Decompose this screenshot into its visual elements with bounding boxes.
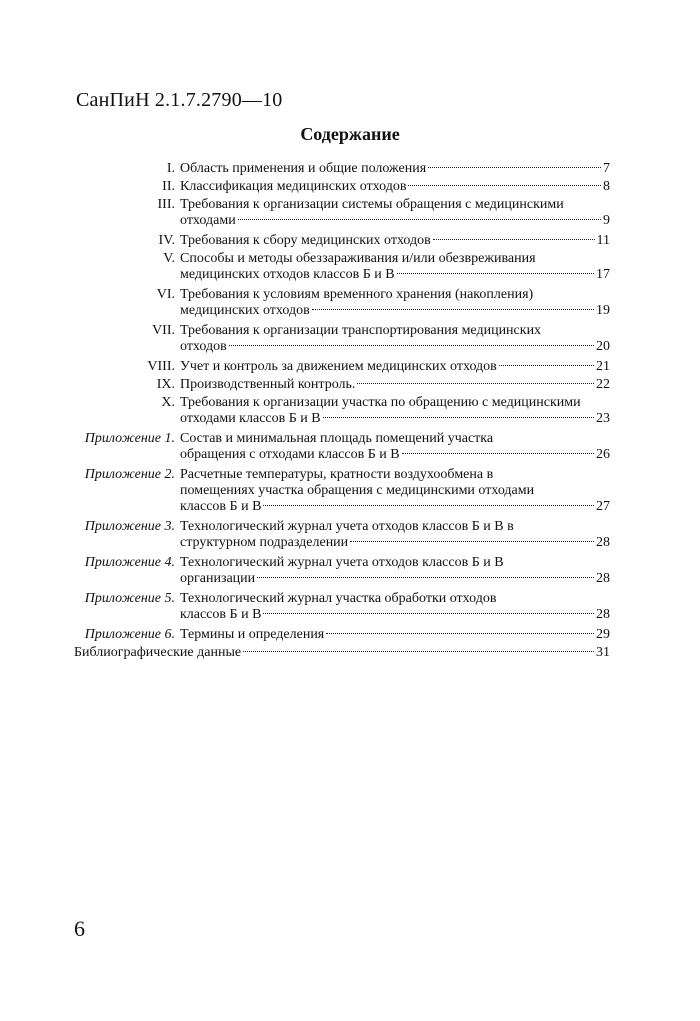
- toc-entry-text: Производственный контроль.: [180, 377, 356, 392]
- toc-entry-text: Учет и контроль за движением медицинских отходов: [180, 359, 497, 374]
- dot-leader: [357, 383, 594, 384]
- toc-entry[interactable]: [74, 179, 610, 195]
- dot-leader: [326, 633, 594, 634]
- dot-leader: [263, 613, 594, 614]
- toc-entry-body: [180, 197, 610, 229]
- toc-entry-page: 21: [596, 359, 610, 374]
- dot-leader: [323, 417, 594, 418]
- toc-entry-page: 17: [596, 267, 610, 282]
- toc-entry-text: помещениях участка обращения с медицинскими отходами: [180, 483, 535, 498]
- toc-entry[interactable]: [74, 323, 610, 355]
- toc-entry-page: 31: [596, 645, 610, 660]
- dot-leader: [428, 167, 601, 168]
- toc-entry-number: I.: [166, 161, 175, 176]
- toc-entry-number: Приложение 3.: [84, 519, 175, 534]
- toc-entry-page: 28: [596, 607, 610, 622]
- document-code: СанПиН 2.1.7.2790—10: [76, 89, 283, 111]
- toc-entry-page: 23: [596, 411, 610, 426]
- toc-entry-number: V.: [163, 251, 175, 266]
- toc-entry-body: [180, 431, 610, 463]
- toc-entry-text: Термины и определения: [180, 627, 325, 642]
- toc-entry-page: 27: [596, 499, 610, 514]
- toc-entry-body: [180, 591, 610, 623]
- toc-entry-text: Требования к сбору медицинских отходов: [180, 233, 431, 248]
- toc-entry-body: [180, 161, 610, 177]
- toc-entry-text: структурном подразделении: [180, 535, 349, 550]
- toc-entry-page: 9: [603, 213, 610, 228]
- toc-entry-text: отходов: [180, 339, 227, 354]
- toc-entry-text: медицинских отходов: [180, 303, 310, 318]
- toc-entry-number: Приложение 1.: [84, 431, 175, 446]
- toc-entry-text: Требования к организации транспортирования медицинских: [180, 323, 542, 338]
- dot-leader: [243, 651, 594, 652]
- dot-leader: [402, 453, 594, 454]
- toc-entry-text: обращения с отходами классов Б и В: [180, 447, 400, 462]
- toc-entry-body: [180, 359, 610, 375]
- toc-entry-page: 28: [596, 535, 610, 550]
- dot-leader: [238, 219, 601, 220]
- toc-entry[interactable]: [74, 519, 610, 551]
- dot-leader: [257, 577, 594, 578]
- toc-entry[interactable]: [74, 555, 610, 587]
- toc-entry-number: IV.: [158, 233, 175, 248]
- toc-entry-number: VI.: [156, 287, 175, 302]
- dot-leader: [263, 505, 594, 506]
- toc-entry[interactable]: [74, 287, 610, 319]
- dot-leader: [433, 239, 595, 240]
- page-number: 6: [74, 916, 85, 941]
- dot-leader: [312, 309, 594, 310]
- toc-entry-number: III.: [157, 197, 175, 212]
- toc-entry-text: Библиографические данные: [74, 645, 242, 660]
- toc-entry[interactable]: [74, 359, 610, 375]
- toc-entry-text: организации: [180, 571, 256, 586]
- toc-entry[interactable]: [74, 251, 610, 283]
- toc-entry[interactable]: [74, 233, 610, 249]
- toc-entry-body: [180, 519, 610, 551]
- toc-entry-body: [180, 467, 610, 515]
- dot-leader: [408, 185, 601, 186]
- toc-entry-text: Способы и методы обеззараживания и/или обезвреживания: [180, 251, 536, 266]
- toc-entry-page: 20: [596, 339, 610, 354]
- toc-entry-body: [180, 233, 610, 249]
- toc-entry-number: VIII.: [147, 359, 175, 374]
- toc-entry-number: IX.: [156, 377, 175, 392]
- toc-entry-text: Требования к условиям временного хранения (накопления): [180, 287, 534, 302]
- toc-entry-number: Приложение 2.: [84, 467, 175, 482]
- toc-entry[interactable]: [74, 431, 610, 463]
- toc-entry-text: Состав и минимальная площадь помещений участка: [180, 431, 494, 446]
- toc-entry-body: [180, 179, 610, 195]
- toc-entry-text: классов Б и В: [180, 607, 262, 622]
- toc-entry-page: 19: [596, 303, 610, 318]
- toc-entry-page: 28: [596, 571, 610, 586]
- toc-entry-number: Приложение 5.: [84, 591, 175, 606]
- toc-title: Содержание: [300, 124, 400, 144]
- toc-entry-text: Область применения и общие положения: [180, 161, 427, 176]
- toc-entry[interactable]: [74, 395, 610, 427]
- toc-entry[interactable]: [74, 627, 610, 643]
- toc-entry-page: 8: [603, 179, 610, 194]
- toc-entry-page: 22: [596, 377, 610, 392]
- toc-entry-number: X.: [161, 395, 175, 410]
- toc-entry-text: медицинских отходов классов Б и В: [180, 267, 395, 282]
- toc-entry-text: Требования к организации участка по обращению с медицинскими: [180, 395, 581, 410]
- dot-leader: [499, 365, 594, 366]
- dot-leader: [229, 345, 594, 346]
- toc-entry-text: Технологический журнал учета отходов классов Б и В: [180, 555, 504, 570]
- toc-entry-page: 29: [596, 627, 610, 642]
- toc-entry-page: 11: [596, 233, 610, 248]
- toc-entry-body: [180, 395, 610, 427]
- toc-entry-text: классов Б и В: [180, 499, 262, 514]
- table-of-contents: [74, 161, 610, 661]
- toc-entry-text: Классификация медицинских отходов: [180, 179, 407, 194]
- toc-entry-page: 7: [603, 161, 610, 176]
- toc-entry-text: Требования к организации системы обращения с медицинскими: [180, 197, 564, 212]
- toc-entry-text: отходами: [180, 213, 236, 228]
- toc-entry[interactable]: [74, 377, 610, 393]
- toc-entry[interactable]: [74, 197, 610, 229]
- toc-entry-number: VII.: [152, 323, 175, 338]
- toc-entry-number: Приложение 6.: [84, 627, 175, 642]
- toc-entry-body: [180, 287, 610, 319]
- toc-entry-number: Приложение 4.: [84, 555, 175, 570]
- toc-entry-text: отходами классов Б и В: [180, 411, 321, 426]
- toc-entry-body: [180, 627, 610, 643]
- toc-entry[interactable]: [74, 161, 610, 177]
- toc-entry[interactable]: [74, 467, 610, 515]
- toc-entry-text: Технологический журнал учета отходов классов Б и В в: [180, 519, 514, 534]
- toc-entry-body: [180, 251, 610, 283]
- toc-entry-body: [180, 377, 610, 393]
- toc-entry-text: Технологический журнал участка обработки отходов: [180, 591, 497, 606]
- toc-entry-body: [180, 555, 610, 587]
- dot-leader: [350, 541, 594, 542]
- toc-entry[interactable]: [74, 591, 610, 623]
- toc-entry-bibliography[interactable]: [74, 645, 610, 661]
- toc-entry-body: [180, 323, 610, 355]
- dot-leader: [397, 273, 594, 274]
- toc-entry-text: Расчетные температуры, кратности воздухообмена в: [180, 467, 494, 482]
- toc-entry-number: II.: [162, 179, 175, 194]
- toc-entry-page: 26: [596, 447, 610, 462]
